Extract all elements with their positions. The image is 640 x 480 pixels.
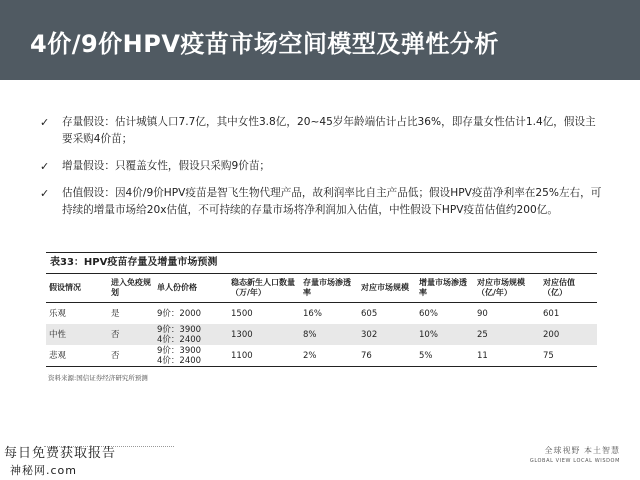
header-unit-price: 单人份价格: [154, 274, 228, 303]
cell-unit-price: 9价：3900 4价：2400: [154, 324, 228, 345]
cell-scenario: 悲观: [46, 345, 108, 367]
checkmark-icon: ✓: [40, 116, 50, 129]
bullet-text: 估值假设：因4价/9价HPV疫苗是智飞生物代理产品，故利润率比自主产品低；假设HPV疫苗净利率在25%左右，可持续的增量市场给20x估值，不可持续的存量市场将净利润加入估值，中性假设下HPV疫苗估值约200亿。: [62, 187, 602, 216]
header-increment-market-size: 对应市场规模（亿/年）: [474, 274, 540, 303]
cell-stock-penetration: 8%: [300, 324, 358, 345]
cell-valuation: 75: [540, 345, 597, 367]
forecast-table: [46, 274, 597, 367]
footer-slogan: [530, 445, 620, 464]
cell-increment-market-size: 11: [474, 345, 540, 367]
cell-valuation: 200: [540, 324, 597, 345]
cell-stock-market-size: 76: [358, 345, 416, 367]
bullet-increment-assumption: [40, 158, 605, 175]
table-row: [46, 303, 597, 325]
checkmark-icon: ✓: [40, 187, 50, 200]
cell-newborn-population: 1500: [231, 308, 253, 319]
table-row: [46, 324, 597, 345]
cell-increment-market-size: 90: [477, 308, 488, 319]
watermark-line2: 神秘网.com: [10, 464, 77, 477]
cell-newborn-population: 1300: [228, 324, 300, 345]
cell-increment-penetration: 60%: [419, 308, 438, 319]
bullet-text: 存量假设：估计城镇人口7.7亿，其中女性3.8亿，20~45岁年龄端估计占比36%，即存量女性估计1.4亿，假设主要采购4价苗；: [62, 116, 596, 145]
cell-stock-penetration: 16%: [303, 308, 322, 319]
cell-unit-price: 9价：3900 4价：2400: [154, 345, 228, 367]
cell-increment-market-size: 25: [474, 324, 540, 345]
table-caption: 表33：HPV疫苗存量及增量市场预测: [46, 252, 597, 274]
forecast-table-section: [46, 252, 597, 382]
table-row: [46, 345, 597, 367]
cell-immunization-plan: 是: [111, 308, 120, 319]
checkmark-icon: ✓: [40, 160, 50, 173]
header-scenario: 假设情况: [46, 274, 108, 303]
cell-stock-penetration: 2%: [300, 345, 358, 367]
page-title: 4价/9价HPV疫苗市场空间模型及弹性分析: [30, 30, 499, 58]
cell-immunization-plan: 否: [108, 345, 154, 367]
cell-newborn-population: 1100: [228, 345, 300, 367]
watermark-line1: 每日免费获取报告: [4, 446, 117, 461]
slogan-en: GLOBAL VIEW LOCAL WISDOM: [529, 458, 620, 464]
cell-unit-price: 9价：2000: [157, 308, 202, 319]
table-source: 资料来源:国信证券经济研究所预测: [48, 374, 148, 382]
header-newborn-population: 稳态新生人口数量（万/年）: [228, 274, 300, 303]
cell-immunization-plan: 否: [108, 324, 154, 345]
cell-scenario: 乐观: [49, 308, 67, 319]
table-header-row: [46, 274, 597, 303]
bullet-stock-assumption: [40, 114, 605, 148]
header-increment-penetration: 增量市场渗透率: [416, 274, 474, 303]
header-stock-market-size: 对应市场规模: [358, 274, 416, 303]
cell-scenario: 中性: [46, 324, 108, 345]
bullet-text: 增量假设：只覆盖女性，假设只采购9价苗；: [62, 160, 271, 172]
cell-stock-market-size: 302: [358, 324, 416, 345]
cell-valuation: 601: [543, 308, 560, 319]
slogan-cn: 全球视野 本土智慧: [544, 446, 620, 455]
bullet-valuation-assumption: [40, 185, 605, 219]
header-stock-penetration: 存量市场渗透率: [300, 274, 358, 303]
header-valuation: 对应估值（亿）: [540, 274, 597, 303]
cell-stock-market-size: 605: [361, 308, 378, 319]
cell-increment-penetration: 10%: [416, 324, 474, 345]
title-bar: [0, 0, 640, 80]
cell-increment-penetration: 5%: [416, 345, 474, 367]
header-immunization-plan: 进入免疫规划: [108, 274, 154, 303]
bullet-list: [40, 114, 605, 229]
